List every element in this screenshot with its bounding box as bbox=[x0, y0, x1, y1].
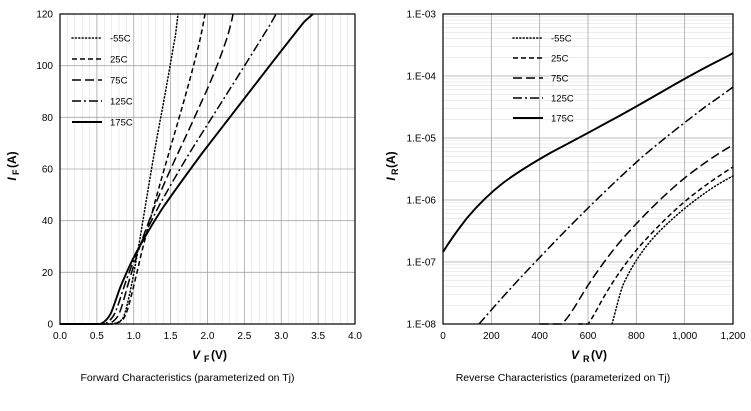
forward-legend-label-0: -55C bbox=[110, 33, 131, 45]
forward-x-tick-2: 1.0 bbox=[126, 331, 141, 342]
reverse-legend-label-3: 125C bbox=[551, 93, 574, 105]
forward-x-axis-unit: (V) bbox=[211, 348, 227, 362]
reverse-y-tick-0: 1.E-08 bbox=[406, 319, 436, 331]
reverse-y-tick-labels bbox=[407, 10, 437, 331]
reverse-x-tick-1: 200 bbox=[482, 331, 500, 342]
reverse-y-tick-1: 1.E-07 bbox=[406, 257, 436, 269]
forward-x-tick-labels bbox=[53, 331, 362, 342]
forward-y-axis-subscript: F bbox=[11, 169, 21, 175]
forward-x-tick-7: 3.5 bbox=[311, 331, 326, 342]
reverse-plot-area bbox=[375, 0, 751, 370]
reverse-x-axis-subscript: R bbox=[583, 354, 590, 364]
forward-x-axis-title bbox=[192, 348, 227, 364]
forward-caption: Forward Characteristics (parameterized on Tj) bbox=[80, 372, 295, 384]
reverse-legend-label-4: 175C bbox=[551, 113, 574, 125]
reverse-x-tick-5: 1,000 bbox=[672, 331, 698, 342]
forward-legend-label-4: 175C bbox=[110, 117, 133, 129]
forward-y-tick-0: 20 bbox=[41, 267, 53, 279]
reverse-y-tick-5: 1.E-03 bbox=[406, 9, 436, 21]
forward-grid bbox=[60, 14, 355, 324]
forward-legend-label-1: 25C bbox=[110, 54, 128, 66]
forward-x-tick-4: 2.0 bbox=[200, 331, 215, 342]
reverse-x-axis-title bbox=[571, 348, 607, 364]
forward-y-tick-2: 60 bbox=[41, 164, 53, 176]
forward-y-tick-1: 40 bbox=[41, 216, 53, 228]
reverse-y-tick-3: 1.E-05 bbox=[406, 133, 436, 145]
forward-x-axis-symbol: V bbox=[191, 348, 201, 362]
reverse-legend-label-2: 75C bbox=[551, 73, 569, 85]
forward-y-axis-unit: (A) bbox=[5, 151, 19, 168]
reverse-legend-label-0: -55C bbox=[551, 33, 572, 45]
reverse-x-axis-unit: (V) bbox=[591, 348, 607, 362]
reverse-x-tick-4: 800 bbox=[627, 331, 645, 342]
forward-x-tick-1: 0.5 bbox=[89, 331, 104, 342]
forward-chart-svg bbox=[0, 0, 375, 370]
reverse-x-tick-0: 0 bbox=[440, 331, 446, 342]
reverse-y-tick-2: 1.E-06 bbox=[406, 195, 436, 207]
reverse-x-tick-6: 1,200 bbox=[720, 331, 746, 342]
reverse-grid bbox=[443, 14, 733, 324]
reverse-y-axis-subscript: R bbox=[390, 168, 400, 175]
reverse-x-tick-3: 600 bbox=[579, 331, 597, 342]
forward-y-axis-title bbox=[5, 151, 21, 180]
forward-legend bbox=[72, 34, 133, 129]
forward-y-tick-3: 80 bbox=[41, 112, 53, 124]
reverse-chart-svg bbox=[375, 0, 751, 370]
reverse-x-tick-labels bbox=[440, 331, 746, 342]
reverse-x-tick-2: 400 bbox=[531, 331, 549, 342]
forward-y-axis-symbol: I bbox=[5, 177, 19, 181]
forward-x-tick-6: 3.0 bbox=[274, 331, 289, 342]
forward-x-tick-0: 0.0 bbox=[53, 331, 67, 342]
reverse-y-axis-unit: (A) bbox=[384, 151, 398, 168]
reverse-characteristics-figure bbox=[375, 0, 751, 411]
forward-plot-area bbox=[0, 0, 375, 370]
forward-x-tick-3: 1.5 bbox=[163, 331, 178, 342]
forward-y-tick-zero: 0 bbox=[47, 319, 53, 331]
reverse-y-tick-4: 1.E-04 bbox=[406, 71, 436, 83]
reverse-legend-label-1: 25C bbox=[551, 53, 569, 65]
forward-x-tick-5: 2.5 bbox=[237, 331, 252, 342]
reverse-caption: Reverse Characteristics (parameterized on Tj) bbox=[455, 372, 671, 384]
forward-characteristics-figure bbox=[0, 0, 375, 411]
forward-legend-label-2: 75C bbox=[110, 75, 128, 87]
reverse-y-axis-title bbox=[384, 151, 400, 180]
forward-y-tick-labels bbox=[36, 10, 53, 331]
forward-y-tick-4: 100 bbox=[36, 61, 53, 73]
forward-y-tick-5: 120 bbox=[36, 9, 53, 21]
forward-legend-label-3: 125C bbox=[110, 96, 133, 108]
forward-x-axis-subscript: F bbox=[204, 354, 210, 364]
reverse-curve-minus55c bbox=[612, 176, 733, 324]
reverse-x-axis-symbol: V bbox=[570, 348, 580, 362]
forward-x-tick-8: 4.0 bbox=[348, 331, 362, 342]
reverse-y-axis-symbol: I bbox=[384, 177, 398, 181]
